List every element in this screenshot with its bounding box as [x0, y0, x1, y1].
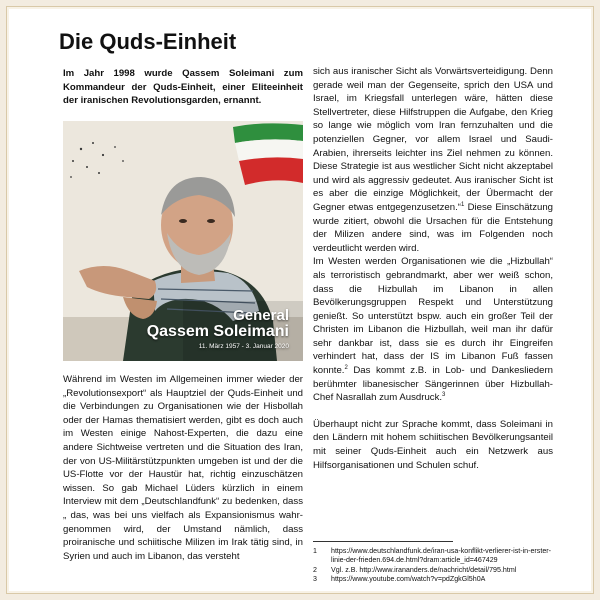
- footnote-link[interactable]: https://www.youtube.com/watch?v=pdZgkGl5h0A: [331, 575, 486, 584]
- photo-caption-dates: 11. März 1957 - 3. Januar 2020: [198, 343, 289, 350]
- lead-paragraph: Im Jahr 1998 wurde Qassem Soleimani zum Kommandeur der Quds-Einheit, einer Eliteeinheit der iranischen Revolutionsgarden, ernannt.: [63, 68, 303, 107]
- photo-caption-name: Qassem Soleimani: [146, 323, 289, 340]
- footnote-link[interactable]: Vgl. z.B. http://www.irananders.de/nachricht/detail/795.html: [331, 565, 517, 574]
- text-run: Das kommt z.B. in Lob- und Dankesliedern berühmter libanesischer Sängerinnen über Hizbullah-Chef Nasrallah zum Ausdruck.: [313, 365, 553, 404]
- footnote-ref-3[interactable]: 3: [442, 392, 446, 399]
- text-run: Diese Einschätzung wurde zitiert, obwohl die Ursachen für die Entstehung der Milizen andere sind, was im Folgenden noch verdeutlicht werden wird.: [313, 201, 553, 254]
- document-page: [6, 6, 594, 594]
- footnote-3: [313, 575, 563, 584]
- footnote-2: [313, 566, 563, 575]
- footnotes: [313, 547, 563, 585]
- footnote-ref-2[interactable]: 2: [344, 364, 348, 371]
- paragraph-gap: [313, 405, 553, 418]
- footnote-number: 1: [313, 547, 317, 555]
- text-run: sich aus iranischer Sicht als Vorwärtsverteidigung. Denn gerade weil man der Gegenseite, sprich den USA und Israel, im Kriegsfall unterlegen wäre, hätten diese Stellvertreter, diese Hilfstruppen die Aufgabe, den Krieg so lange wie möglich vom Iran fernzuhalten und die potenziellen Gegner, vor allem Israel und Saudi-Arabien, ihrerseits leichter ins Ziel nehmen zu können. Diese Strategie ist aus westlicher Sicht nicht akzeptabel und wird als aggressiv gedeutet. Aus iranischer Sicht ist es aber die einzige Möglichkeit, der Übermacht der Gegner etwas entgegenzusetzen.“: [313, 66, 553, 213]
- footnote-1: [313, 547, 563, 566]
- right-column: [313, 65, 553, 472]
- photo-caption-rank: General: [233, 307, 289, 324]
- footnote-divider: [313, 541, 453, 542]
- text-run: Im Westen werden Organisationen wie die „Hizbullah“ als terroristisch gebrandmarkt, aber wer weiß schon, dass die Hizbullah im Libanon in allen Bevölkerungsgruppen Respekt und Unterstützung genießt. So unterstützt bspw. auch ein großer Teil der Christen im Libanon die Hizbullah, weil man ihr dafür sehr dankbar ist, dass sie es durch ihr Eingreifen verhindert hat, dass der IS im Libanon Fuß fassen konnte.: [313, 256, 553, 377]
- footnote-number: 2: [313, 565, 317, 574]
- right-paragraph-2: [313, 255, 553, 405]
- right-paragraph-1: [313, 65, 553, 255]
- iran-flag: [233, 123, 303, 185]
- left-body-paragraph: Während im Westen im Allgemeinen immer wieder der „Revolutionsexport“ als Hauptziel der Quds-Einheit und die Verbindungen zu Organisationen wie der Hisbollah oder der Hamas thematisiert werden, gibt es doch auch im Westen einige Nahost-Experten, die dazu eine andere Sichtweise vertreten und die Situation des Iran, der von US-Militärstützpunkten umgeben ist und der die US-Flotte vor der Haustür hat, richtig einzuschätzen wissen. So gab Michael Lüders kürzlich in einem Interview mit dem „Deutschlandfunk“ zu bedenken, dass „ das, was bei uns vielfach als Expansionismus wahr-genommen wird, der Umstand nämlich, dass proiranische und schiitische Milizen im Irak tätig sind, in Syrien und auch im Libanon, das versteht: [63, 374, 303, 562]
- footnote-link[interactable]: https://www.deutschlandfunk.de/iran-usa-konflikt-verlierer-ist-in-erster-linie-der-frieden.694.de.html?dram:article_id=467429: [331, 547, 551, 565]
- footnote-number: 3: [313, 575, 317, 584]
- page-title: Die Quds-Einheit: [59, 29, 237, 54]
- right-paragraph-3: Überhaupt nicht zur Sprache kommt, dass Soleimani in den Ländern mit hohem schiitischen Bevölkerungsanteil mit seiner Quds-Einheit auch ein Netzwerk aus Hilfsorganisationen und Schulen schuf.: [313, 418, 553, 471]
- soleimani-photo: [63, 121, 303, 361]
- footnote-ref-1[interactable]: 1: [460, 201, 465, 208]
